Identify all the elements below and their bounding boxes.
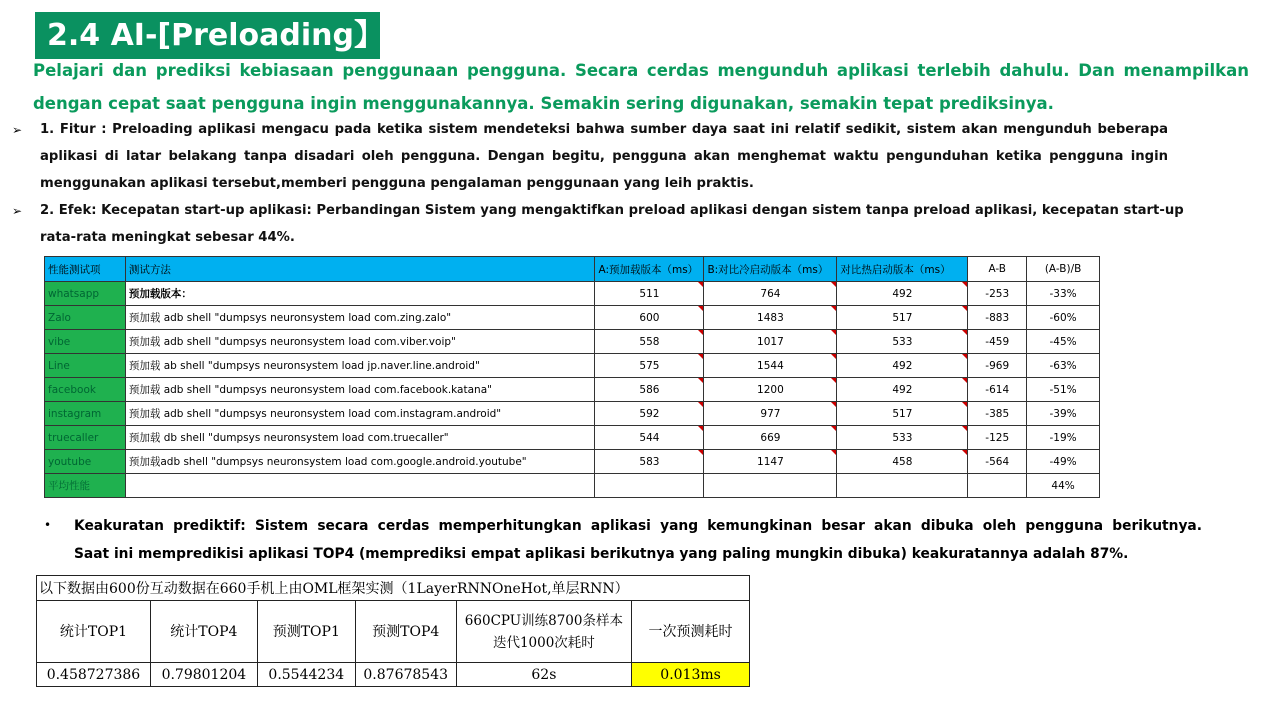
table-cell [837, 474, 968, 498]
table-row [45, 378, 1100, 402]
performance-table [44, 256, 1100, 498]
table-cell: 592 [595, 402, 704, 426]
table-cell [704, 474, 837, 498]
table-cell: -45% [1027, 330, 1100, 354]
table-header-row [45, 257, 1100, 282]
table-cell: 533 [837, 426, 968, 450]
column-header: 预测TOP1 [257, 601, 355, 663]
table-cell: 1147 [704, 450, 837, 474]
feature-line: aplikasi di latar belakang tanpa disadari oleh pengguna. Dengan begitu, pengguna akan menghemat waktu pengunduhan ketika pengguna ingin [40, 149, 1168, 164]
column-header: (A-B)/B [1027, 257, 1100, 282]
table-cell: -253 [968, 282, 1027, 306]
table-cell: 586 [595, 378, 704, 402]
table-cell: -883 [968, 306, 1027, 330]
table-cell: 511 [595, 282, 704, 306]
column-header: 一次预测耗时 [632, 601, 750, 663]
table-caption: 以下数据由600份互动数据在660手机上由OML框架实测（1LayerRNNOneHot,单层RNN） [37, 576, 750, 601]
column-header: 性能测试项 [45, 257, 126, 282]
table-row [45, 474, 1100, 498]
table-cell: -385 [968, 402, 1027, 426]
table-cell: 492 [837, 378, 968, 402]
table-cell: 预加载 db shell "dumpsys neuronsystem load com.truecaller" [125, 426, 595, 450]
value-cell: 0.5544234 [257, 663, 355, 687]
table-cell: 预加载adb shell "dumpsys neuronsystem load com.google.android.youtube" [125, 450, 595, 474]
column-header: 预测TOP4 [355, 601, 456, 663]
table-cell: 544 [595, 426, 704, 450]
table-cell: 预加载 adb shell "dumpsys neuronsystem load com.facebook.katana" [125, 378, 595, 402]
test-item-cell: Line [45, 354, 126, 378]
table-cell: 1200 [704, 378, 837, 402]
table-cell: 517 [837, 402, 968, 426]
table-cell: 预加载版本： [125, 282, 595, 306]
column-header: 测试方法 [125, 257, 595, 282]
table-cell: 764 [704, 282, 837, 306]
table-cell: 583 [595, 450, 704, 474]
table-cell: -614 [968, 378, 1027, 402]
value-cell: 0.87678543 [355, 663, 456, 687]
table-cell [125, 474, 595, 498]
table-cell: 预加载 adb shell "dumpsys neuronsystem load com.viber.voip" [125, 330, 595, 354]
table-cell: 575 [595, 354, 704, 378]
column-header: 统计TOP1 [37, 601, 151, 663]
table-row [45, 306, 1100, 330]
table-cell: 669 [704, 426, 837, 450]
table-cell: 533 [837, 330, 968, 354]
table-cell: 预加载 ab shell "dumpsys neuronsystem load jp.naver.line.android" [125, 354, 595, 378]
feature-line: 1. Fitur : Preloading aplikasi mengacu pada ketika sistem mendeteksi bahwa sumber daya saat ini relatif sedikit, sistem akan mengunduh beberapa [40, 122, 1168, 137]
table-cell: -49% [1027, 450, 1100, 474]
column-header: B:对比冷启动版本（ms） [704, 257, 837, 282]
test-item-cell: facebook [45, 378, 126, 402]
test-item-cell: whatsapp [45, 282, 126, 306]
table-cell: -60% [1027, 306, 1100, 330]
table-row [45, 402, 1100, 426]
column-header: A:预加载版本（ms） [595, 257, 704, 282]
table-cell: 492 [837, 282, 968, 306]
test-item-cell: truecaller [45, 426, 126, 450]
table-cell: -459 [968, 330, 1027, 354]
test-item-cell: youtube [45, 450, 126, 474]
table-cell: -39% [1027, 402, 1100, 426]
value-cell: 0.458727386 [37, 663, 151, 687]
test-item-cell: Zalo [45, 306, 126, 330]
table-row [45, 330, 1100, 354]
table-cell: 1017 [704, 330, 837, 354]
table-cell: 1483 [704, 306, 837, 330]
table-cell: 977 [704, 402, 837, 426]
table-cell [968, 474, 1027, 498]
table-cell: -33% [1027, 282, 1100, 306]
table-row [45, 426, 1100, 450]
test-item-cell: 平均性能 [45, 474, 126, 498]
table-cell [595, 474, 704, 498]
bullet-dot-icon: • [44, 518, 52, 532]
column-header: 660CPU训练8700条样本迭代1000次耗时 [456, 601, 631, 663]
effect-line: rata-rata meningkat sebesar 44%. [40, 230, 295, 245]
table-cell: 558 [595, 330, 704, 354]
table-cell: 458 [837, 450, 968, 474]
accuracy-line: Saat ini mempredikisi aplikasi TOP4 (memprediksi empat aplikasi berikutnya yang paling mungkin dibuka) keakuratannya adalah 87%. [74, 546, 1129, 562]
value-cell: 62s [456, 663, 631, 687]
feature-line: menggunakan aplikasi tersebut,memberi pengguna pengalaman penggunaan yang leih praktis. [40, 176, 754, 191]
test-item-cell: instagram [45, 402, 126, 426]
arrow-bullet-icon: ➢ [12, 204, 23, 218]
table-cell: 预加载 adb shell "dumpsys neuronsystem load com.instagram.android" [125, 402, 595, 426]
table-cell: 1544 [704, 354, 837, 378]
subtitle-line: Pelajari dan prediksi kebiasaan penggunaan pengguna. Secara cerdas mengunduh aplikasi terlebih dahulu. Dan menampilkan [33, 61, 1249, 80]
table-row [45, 354, 1100, 378]
test-item-cell: vibe [45, 330, 126, 354]
rnn-accuracy-table [36, 575, 750, 687]
table-row [45, 282, 1100, 306]
table-cell: 预加载 adb shell "dumpsys neuronsystem load com.zing.zalo" [125, 306, 595, 330]
value-cell: 0.013ms [632, 663, 750, 687]
table-cell: 44% [1027, 474, 1100, 498]
column-header: A-B [968, 257, 1027, 282]
effect-line: 2. Efek: Kecepatan start-up aplikasi: Perbandingan Sistem yang mengaktifkan preload aplikasi dengan sistem tanpa preload aplikasi, kecepatan start-up [40, 203, 1184, 218]
column-header: 对比热启动版本（ms） [837, 257, 968, 282]
subtitle-line: dengan cepat saat pengguna ingin menggunakannya. Semakin sering digunakan, semakin tepat prediksinya. [33, 94, 1054, 113]
accuracy-line: Keakuratan prediktif: Sistem secara cerdas memperhitungkan aplikasi yang kemungkinan besar akan dibuka oleh pengguna berikutnya. [74, 518, 1202, 534]
table-row [45, 450, 1100, 474]
table-cell: -19% [1027, 426, 1100, 450]
column-header: 统计TOP4 [150, 601, 257, 663]
table-cell: 600 [595, 306, 704, 330]
value-cell: 0.79801204 [150, 663, 257, 687]
table-cell: -51% [1027, 378, 1100, 402]
table-cell: 492 [837, 354, 968, 378]
table-cell: 517 [837, 306, 968, 330]
table-cell: -564 [968, 450, 1027, 474]
slide-title: 2.4 AI-[Preloading】 [35, 12, 380, 59]
table-cell: -969 [968, 354, 1027, 378]
arrow-bullet-icon: ➢ [12, 123, 23, 137]
table-cell: -63% [1027, 354, 1100, 378]
table-cell: -125 [968, 426, 1027, 450]
